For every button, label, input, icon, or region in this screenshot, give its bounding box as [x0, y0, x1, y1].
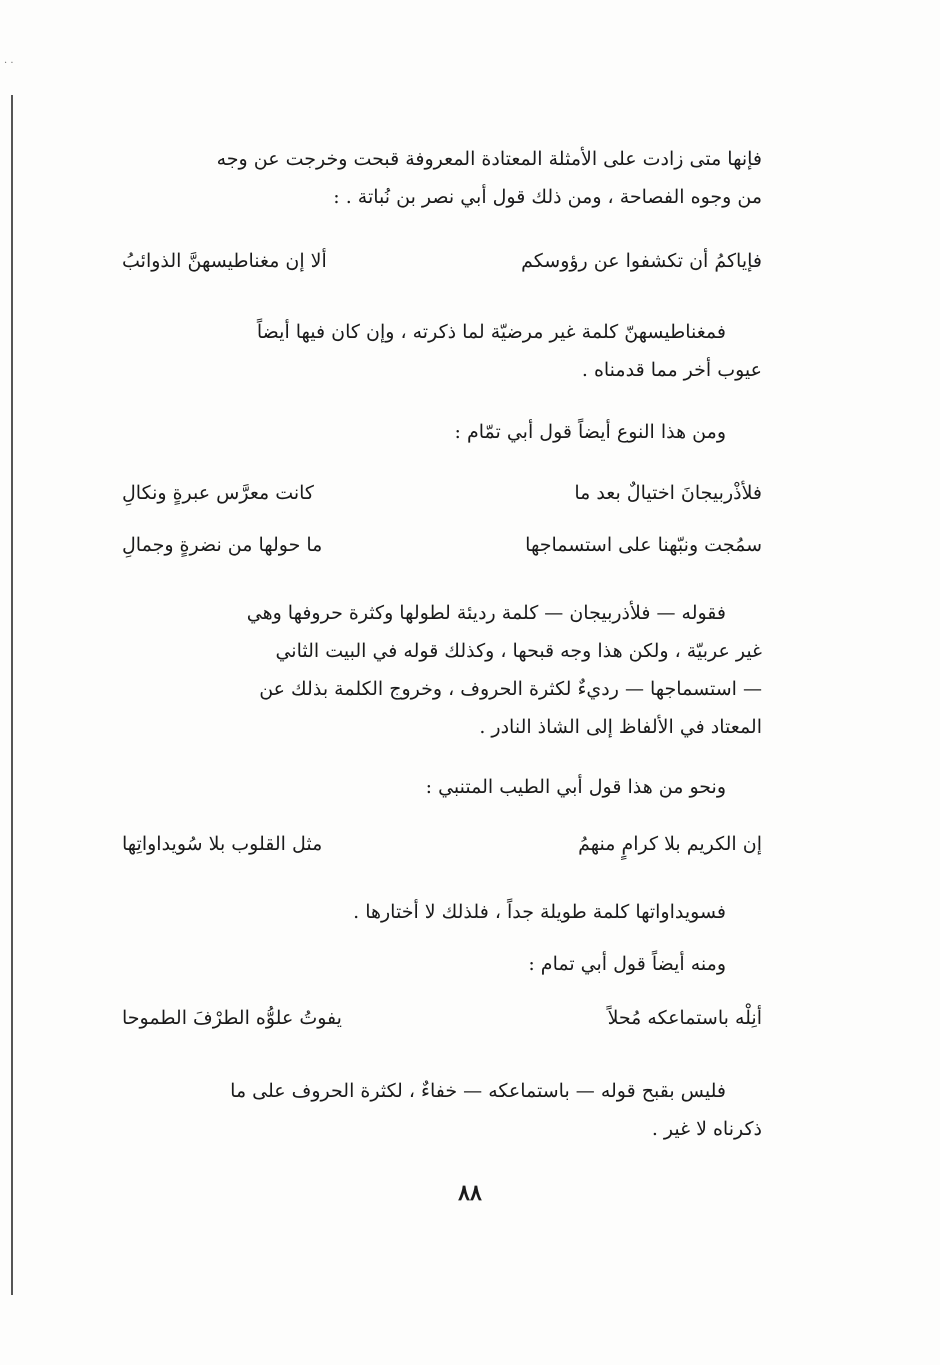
paragraph-line: غير عربيّة ، ولكن هذا وجه قبحها ، وكذلك قوله في البيت الثاني	[275, 640, 762, 662]
verse-second-hemistich: ما حولها من نضرةٍ وجمالِ	[122, 534, 323, 556]
paragraph-line: فإنها متى زادت على الأمثلة المعتادة المعروفة قبحت وخرجت عن وجه	[216, 148, 762, 170]
verse-first-hemistich: أنِلْه باستماعكه مُحلاً	[607, 1007, 762, 1029]
verse-first-hemistich: إن الكريم بلا كرامٍ منهمُ	[578, 833, 762, 855]
paragraph-line: ذكرناه لا غير .	[651, 1118, 762, 1140]
paragraph-line: فليس بقبح قوله — باستماعكه — خفاءٌ ، لكثرة الحروف على ما	[230, 1080, 726, 1102]
paragraph-line: ونحو من هذا قول أبي الطيب المتنبي :	[425, 776, 726, 798]
verse-4	[122, 999, 762, 1037]
paragraph-5	[122, 768, 762, 806]
paragraph-line: فمغناطيسهنّ كلمة غير مرضيّة لما ذكرته ، وإن كان فيها أيضاً	[256, 321, 726, 343]
verse-second-hemistich: ألا إن مغناطيسهنَّ الذوائبُ	[122, 250, 327, 272]
paragraph-line: — استسماجها — رديءٌ لكثرة الحروف ، وخروج الكلمة بذلك عن	[259, 678, 762, 700]
verse-first-hemistich: سمُجت ونبّهنا على استسماجها	[525, 534, 762, 556]
paragraph-line: عيوب أخر مما قدمناه .	[581, 359, 762, 381]
paragraph-line: المعتاد في الألفاظ إلى الشاذ النادر .	[479, 716, 762, 738]
verse-second-hemistich: كانت معرَّس عبرةٍ ونكالِ	[122, 482, 314, 504]
verse-line	[122, 526, 762, 564]
verse-first-hemistich: فإياكمُ أن تكشفوا عن رؤوسكم	[521, 250, 762, 272]
verse-line	[122, 242, 762, 280]
page-number: ٨٨	[458, 1180, 482, 1206]
verse-line	[122, 999, 762, 1037]
paragraph-6	[122, 893, 762, 931]
paragraph-line: من وجوه الفصاحة ، ومن ذلك قول أبي نصر بن نُباتة . :	[333, 186, 762, 208]
verse-2	[122, 474, 762, 564]
binding-margin-line	[11, 95, 13, 1295]
verse-3	[122, 825, 762, 863]
paragraph-8	[122, 1072, 762, 1148]
verse-second-hemistich: مثل القلوب بلا سُويداواتِها	[122, 833, 323, 855]
margin-dots: · ·	[4, 58, 14, 69]
paragraph-2	[122, 313, 762, 389]
paragraph-3	[122, 413, 762, 451]
verse-line	[122, 474, 762, 512]
paragraph-line: فقوله — فلأذربيجان — كلمة رديئة لطولها وكثرة حروفها وهي	[246, 602, 726, 624]
paragraph-line: ومنه أيضاً قول أبي تمام :	[528, 953, 726, 975]
paragraph-line: فسويداواتها كلمة طويلة جداً ، فلذلك لا أختارها .	[353, 901, 726, 923]
verse-line	[122, 825, 762, 863]
verse-first-hemistich: فلأذْربيجانَ اختيالٌ بعد ما	[574, 482, 762, 504]
paragraph-7	[122, 945, 762, 983]
paragraph-4	[122, 594, 762, 746]
verse-second-hemistich: يفوتُ علوُّه الطرْفَ الطموحا	[122, 1007, 342, 1029]
verse-1	[122, 242, 762, 280]
paragraph-1	[122, 140, 762, 216]
paragraph-line: ومن هذا النوع أيضاً قول أبي تمّام :	[454, 421, 726, 443]
